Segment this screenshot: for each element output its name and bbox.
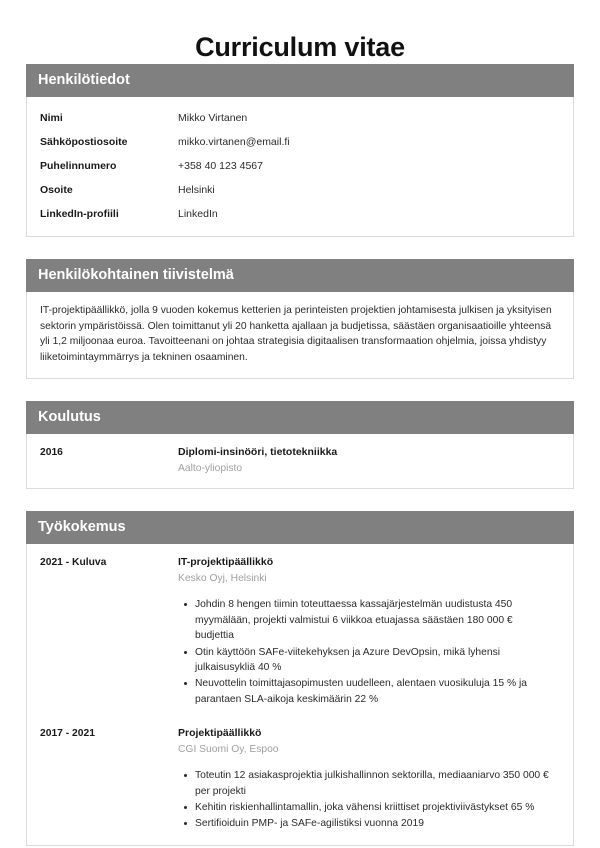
info-value-phone: +358 40 123 4567 [178, 160, 263, 172]
info-label-name: Nimi [40, 112, 63, 124]
section-personal-summary [26, 259, 574, 379]
list-item: Neuvottelin toimittajasopimusten uudelleen, alentaen vuosikuluja 15 % ja parantaen SLA-aikoja keskimäärin 22 % [195, 676, 532, 707]
experience-details [178, 726, 573, 833]
experience-job-title: IT-projektipäällikkö [178, 556, 274, 569]
table-row [27, 178, 573, 202]
info-label-linkedin: LinkedIn-profiili [40, 208, 119, 220]
experience-job-title: Projektipäällikkö [178, 727, 262, 740]
table-row [27, 202, 573, 226]
personal-details-table [26, 97, 574, 237]
list-item [27, 555, 573, 708]
education-date: 2016 [40, 447, 63, 459]
list-item [27, 445, 573, 476]
section-header-education: Koulutus [26, 401, 574, 434]
section-header-personal-summary: Henkilökohtainen tiivistelmä [26, 259, 574, 292]
personal-summary-body [26, 292, 574, 379]
list-item: Sertifioiduin PMP- ja SAFe-agilistiksi vuonna 2019 [195, 816, 561, 831]
info-value-email: mikko.virtanen@email.fi [178, 136, 290, 148]
list-item: Johdin 8 hengen tiimin toteuttaessa kassajärjestelmän uudistusta 450 myymälään, projekti valmistui 6 viikkoa etuajassa säästäen 180 000 € budjettia [195, 597, 532, 643]
info-label-email: Sähköpostiosoite [40, 136, 128, 148]
education-institution: Aalto-yliopisto [178, 463, 243, 475]
table-row [27, 106, 573, 130]
education-details [178, 445, 573, 476]
section-work-experience [26, 511, 574, 845]
experience-date: 2017 - 2021 [40, 728, 95, 740]
experience-achievements [178, 768, 561, 832]
experience-achievements [178, 597, 561, 707]
experience-company: Kesko Oyj, Helsinki [178, 573, 267, 585]
table-row [27, 154, 573, 178]
list-item: Toteutin 12 asiakasprojektia julkishallinnon sektorilla, mediaaniarvo 350 000 € per projekti [195, 768, 561, 799]
work-experience-list [26, 544, 574, 845]
info-label-phone: Puhelinnumero [40, 160, 117, 172]
info-value-name: Mikko Virtanen [178, 112, 248, 124]
section-header-personal-details: Henkilötiedot [26, 64, 574, 97]
experience-date: 2021 - Kuluva [40, 557, 107, 569]
section-education [26, 401, 574, 489]
list-item: Otin käyttöön SAFe-viitekehyksen ja Azure DevOpsin, mikä lyhensi julkaisusykliä 40 % [195, 645, 532, 676]
info-label-address: Osoite [40, 184, 73, 196]
experience-details [178, 555, 573, 708]
section-personal-details [26, 64, 574, 237]
education-degree: Diplomi-insinööri, tietotekniikka [178, 446, 338, 459]
table-row [27, 130, 573, 154]
experience-company: CGI Suomi Oy, Espoo [178, 744, 279, 756]
info-value-linkedin: LinkedIn [178, 208, 218, 220]
page-title: Curriculum vitae [195, 32, 405, 62]
education-list [26, 434, 574, 489]
summary-paragraph: IT-projektipäällikkö, jolla 9 vuoden kokemus ketterien ja perinteisten projektien johtamisesta julkisen ja yksityisen sektorin ympäristöissä. Olen toimittanut yli 20 hanketta ajallaan ja budjetissa, säästäen organisaatioille yhteensä yli 1,2 miljoonaa euroa. Tavoitteenani on johtaa strategisia digitaalisen transformaation ohjelmia, joissa yhdistyy liiketoimintaymmärrys ja tekninen osaaminen. [40, 305, 552, 363]
section-header-work-experience: Työkokemus [26, 511, 574, 544]
list-item [27, 708, 573, 833]
list-item: Kehitin riskienhallintamallin, joka vähensi kriittiset projektiviivästykset 65 % [195, 800, 561, 815]
info-value-address: Helsinki [178, 184, 215, 196]
